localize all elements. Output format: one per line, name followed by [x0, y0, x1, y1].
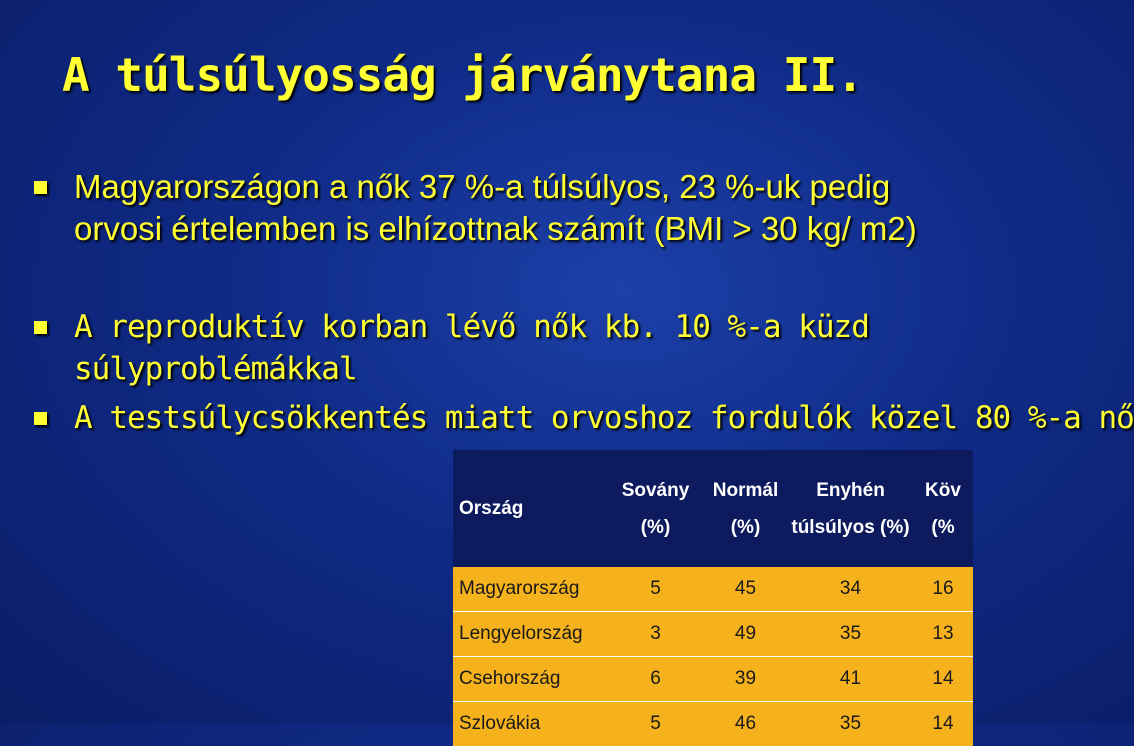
table-cell: 45 — [703, 567, 788, 612]
table-cell: 14 — [913, 702, 973, 746]
column-header-normal: Normál (%) — [703, 450, 788, 567]
bullet-text: Magyarországon a nők 37 %-a túlsúlyos, 23 %-uk pedig orvosi értelemben is elhízottnak számít (BMI > 30 kg/ m2) — [74, 168, 917, 247]
table-row — [453, 612, 973, 657]
table-row — [453, 567, 973, 612]
table-cell: 5 — [608, 567, 703, 612]
table-cell: 49 — [703, 612, 788, 657]
table-cell: 3 — [608, 612, 703, 657]
table-row — [453, 657, 973, 702]
table-cell: 5 — [608, 702, 703, 746]
bullet-text: A reproduktív korban lévő nők kb. 10 %-a küzd súlyproblémákkal — [74, 309, 869, 387]
column-header-underweight: Sovány (%) — [608, 450, 703, 567]
slide-title: A túlsúlyosság járványtana II. — [62, 48, 863, 102]
bullet-item — [74, 397, 946, 439]
table-cell: Magyarország — [453, 567, 608, 612]
table-header-row — [453, 450, 973, 567]
square-bullet-icon — [34, 412, 47, 425]
table-cell: 34 — [788, 567, 913, 612]
column-header-country: Ország — [453, 450, 608, 567]
table-cell: 35 — [788, 612, 913, 657]
column-header-obese: Köv (% — [913, 450, 973, 567]
square-bullet-icon — [34, 181, 47, 194]
table-cell: Lengyelország — [453, 612, 608, 657]
table-row — [453, 702, 973, 746]
table-cell: 14 — [913, 657, 973, 702]
square-bullet-icon — [34, 321, 47, 334]
table-cell: Szlovákia — [453, 702, 608, 746]
bmi-table — [453, 450, 960, 723]
table-cell: 41 — [788, 657, 913, 702]
table-cell: Csehország — [453, 657, 608, 702]
table-cell: 16 — [913, 567, 973, 612]
bullet-text: A testsúlycsökkentés miatt orvoshoz fordulók közel 80 %-a nő — [74, 397, 946, 439]
table-cell: 35 — [788, 702, 913, 746]
bullet-item — [74, 306, 946, 390]
table-cell: 13 — [913, 612, 973, 657]
column-header-overweight: Enyhén túlsúlyos (%) — [788, 450, 913, 567]
bullet-item — [74, 166, 946, 250]
table-cell: 6 — [608, 657, 703, 702]
table-cell: 46 — [703, 702, 788, 746]
table-cell: 39 — [703, 657, 788, 702]
